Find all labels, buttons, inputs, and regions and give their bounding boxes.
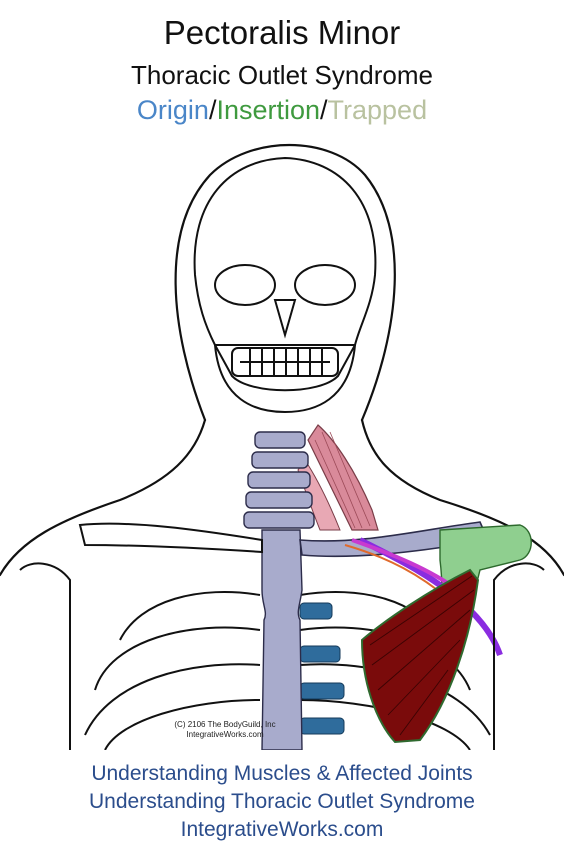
legend-separator: / xyxy=(320,95,328,125)
skull xyxy=(195,158,376,412)
copyright-line: (C) 2106 The BodyGuild, Inc xyxy=(174,720,276,729)
sternum xyxy=(262,530,302,750)
costal-cartilage xyxy=(300,603,344,734)
pectoralis-minor-muscle xyxy=(362,570,478,742)
legend-insertion: Insertion xyxy=(216,95,321,125)
color-legend xyxy=(0,95,564,126)
legend-trapped: Trapped xyxy=(327,95,428,125)
footer-line: Understanding Thoracic Outlet Syndrome xyxy=(89,790,475,813)
page-subtitle: Thoracic Outlet Syndrome xyxy=(130,60,433,90)
copyright-site: IntegrativeWorks.com xyxy=(186,730,264,739)
body-outline xyxy=(0,420,205,575)
footer-website-link[interactable]: IntegrativeWorks.com xyxy=(180,818,384,841)
footer-line: Understanding Muscles & Affected Joints xyxy=(91,762,473,785)
legend-separator: / xyxy=(208,95,217,125)
page-title: Pectoralis Minor xyxy=(163,14,401,51)
legend-origin: Origin xyxy=(136,95,209,125)
copyright-notice xyxy=(160,720,290,740)
clavicle xyxy=(80,524,262,552)
anatomy-illustration xyxy=(0,130,564,750)
cervical-spine xyxy=(244,432,314,528)
